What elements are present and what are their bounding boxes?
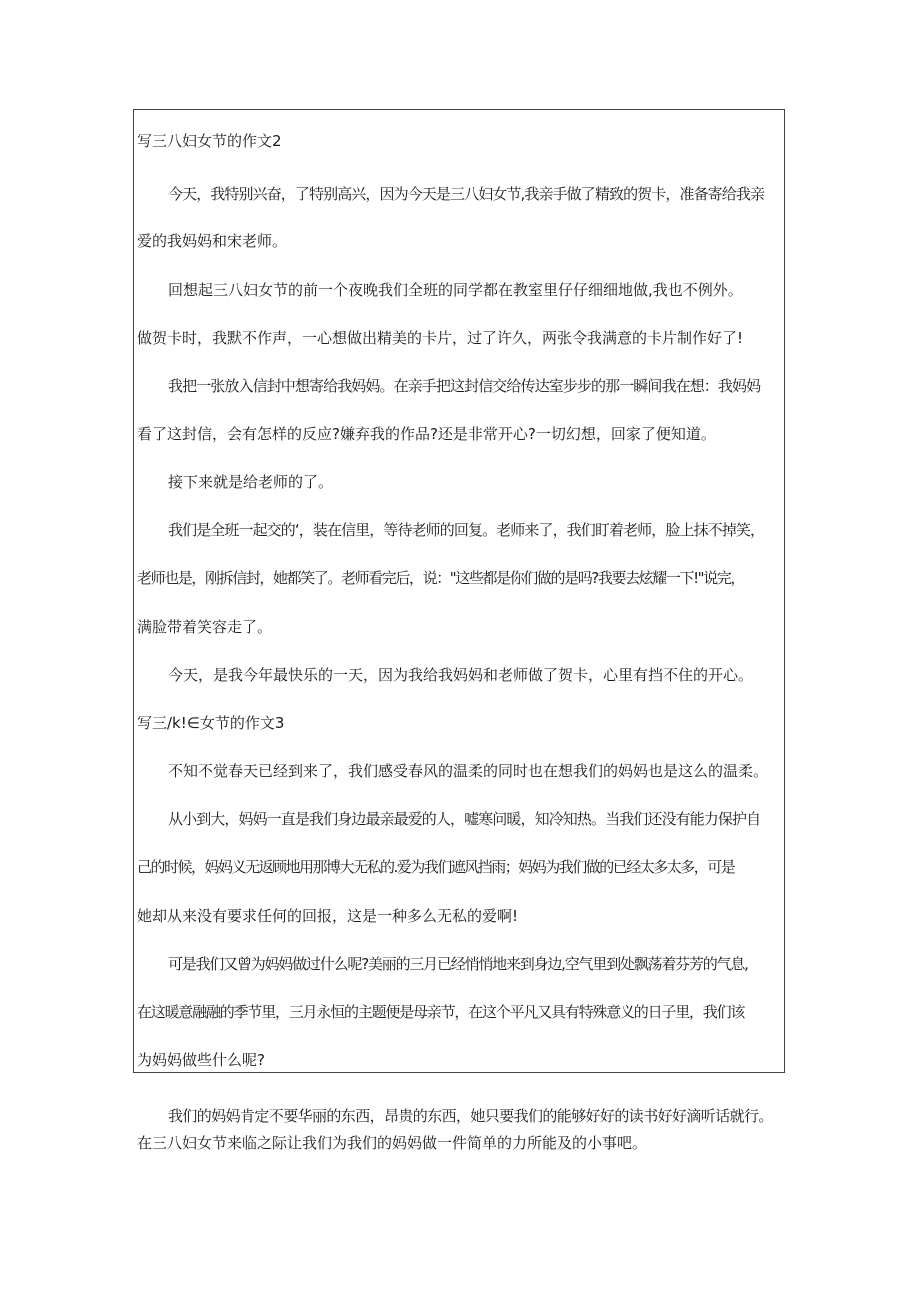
paragraph-line: 己的时候，妈妈义无返顾地用那博大无私的.爱为我们遮风挡雨；妈妈为我们做的已经太多太多，可是 bbox=[137, 858, 735, 876]
paragraph-line: 不知不觉春天已经到来了，我们感受春风的温柔的同时也在想我们的妈妈也是这么的温柔。 bbox=[168, 762, 769, 780]
paragraph-line: 爱的我妈妈和宋老师。 bbox=[137, 232, 288, 250]
essay-frame bbox=[133, 109, 785, 1073]
paragraph-line: 老师也是，刚拆信封，她都笑了。老师看完后，说："这些都是你们做的是吗?我要去炫耀一下!"说完， bbox=[137, 569, 744, 587]
essay-title-2: 写三八妇女节的作文2 bbox=[137, 132, 282, 150]
paragraph-line: 在这暖意融融的季节里，三月永恒的主题便是母亲节，在这个平凡又具有特殊意义的日子里，我们该 bbox=[137, 1003, 745, 1021]
paragraph-line: 回想起三八妇女节的前一个夜晚我们全班的同学都在教室里仔仔细细地做,我也不例外。 bbox=[168, 281, 743, 299]
essay-title-3: 写三/k!∈女节的作文3 bbox=[137, 714, 285, 732]
paragraph-line: 为妈妈做些什么呢? bbox=[137, 1051, 265, 1069]
closing-line: 在三八妇女节来临之际让我们为我们的妈妈做一件简单的力所能及的小事吧。 bbox=[137, 1134, 648, 1152]
paragraph-line: 今天，是我今年最快乐的一天，因为我给我妈妈和老师做了贺卡，心里有挡不住的开心。 bbox=[168, 666, 754, 684]
paragraph-line: 她却从来没有要求任何的回报，这是一种多么无私的爱啊! bbox=[137, 907, 519, 925]
paragraph-line: 满脸带着笑容走了。 bbox=[137, 618, 273, 636]
paragraph-line: 看了这封信，会有怎样的反应?嫌弃我的作品?还是非常开心?一切幻想，回家了便知道。 bbox=[137, 425, 716, 443]
paragraph-line: 做贺卡时，我默不作声，一心想做出精美的卡片，过了许久，两张令我满意的卡片制作好了! bbox=[137, 329, 744, 347]
closing-line: 我们的妈妈肯定不要华丽的东西，昂贵的东西，她只要我们的能够好好的读书好好滴听话就行。 bbox=[168, 1107, 773, 1125]
paragraph-line: 今天，我特别兴奋，了特别高兴，因为今天是三八妇女节,我亲手做了精致的贺卡，准备寄给我亲 bbox=[168, 185, 765, 203]
paragraph-line: 接下来就是给老师的了。 bbox=[168, 473, 334, 491]
paragraph-line: 可是我们又曾为妈妈做过什么呢?美丽的三月已经悄悄地来到身边,空气里到处飘荡着芬芳的气息, bbox=[168, 955, 748, 973]
paragraph-line: 从小到大，妈妈一直是我们身边最亲最爱的人，嘘寒问暖，知冷知热。当我们还没有能力保护自 bbox=[168, 810, 761, 828]
paragraph-line: 我们是全班一起交的‘，装在信里，等待老师的回复。老师来了，我们盯着老师，脸上抹不掉笑， bbox=[168, 521, 765, 539]
paragraph-line: 我把一张放入信封中想寄给我妈妈。在亲手把这封信交给传达室步步的那一瞬间我在想：我妈妈 bbox=[168, 377, 761, 395]
